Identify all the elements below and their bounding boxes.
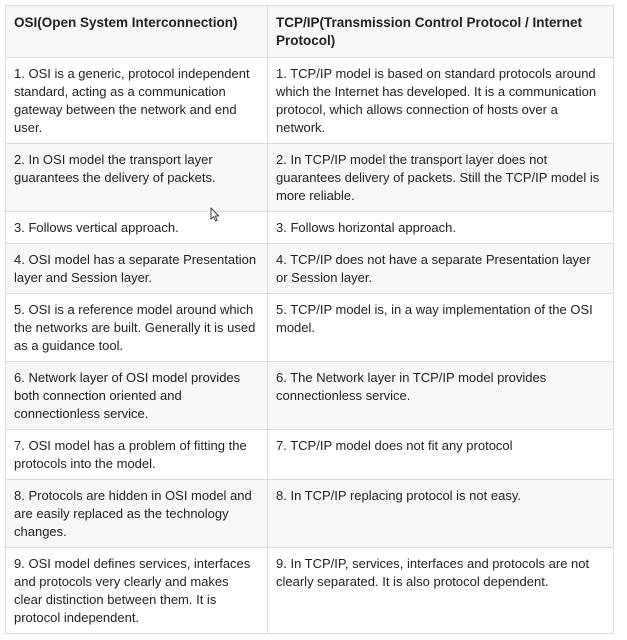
table-row	[6, 362, 614, 430]
cell-osi: 6. Network layer of OSI model provides both connection oriented and connectionless service.	[6, 362, 268, 430]
comparison-table	[5, 5, 614, 634]
cell-osi: 9. OSI model defines services, interfaces and protocols very clearly and makes clear distinction between them. It is protocol independent.	[6, 548, 268, 634]
cell-tcpip: 7. TCP/IP model does not fit any protocol	[268, 430, 614, 480]
page-edge	[622, 0, 627, 640]
cell-osi: 7. OSI model has a problem of fitting the protocols into the model.	[6, 430, 268, 480]
table-row	[6, 58, 614, 144]
table-row	[6, 244, 614, 294]
cell-tcpip: 6. The Network layer in TCP/IP model provides connectionless service.	[268, 362, 614, 430]
table-header-row	[6, 6, 614, 58]
cell-tcpip: 4. TCP/IP does not have a separate Presentation layer or Session layer.	[268, 244, 614, 294]
cell-tcpip: 2. In TCP/IP model the transport layer does not guarantees delivery of packets. Still the TCP/IP model is more reliable.	[268, 144, 614, 212]
cell-osi: 4. OSI model has a separate Presentation layer and Session layer.	[6, 244, 268, 294]
cell-tcpip: 8. In TCP/IP replacing protocol is not easy.	[268, 480, 614, 548]
cell-osi: 3. Follows vertical approach.	[6, 212, 268, 244]
header-tcpip: TCP/IP(Transmission Control Protocol / Internet Protocol)	[268, 6, 614, 58]
table-row	[6, 294, 614, 362]
cell-osi: 1. OSI is a generic, protocol independent standard, acting as a communication gateway between the network and end user.	[6, 58, 268, 144]
table-row	[6, 430, 614, 480]
cell-tcpip: 3. Follows horizontal approach.	[268, 212, 614, 244]
cell-tcpip: 9. In TCP/IP, services, interfaces and protocols are not clearly separated. It is also protocol dependent.	[268, 548, 614, 634]
table-row	[6, 144, 614, 212]
mouse-pointer-icon	[210, 207, 220, 223]
cell-tcpip: 1. TCP/IP model is based on standard protocols around which the Internet has developed. It is a communication protocol, which allows connection of hosts over a network.	[268, 58, 614, 144]
header-osi: OSI(Open System Interconnection)	[6, 6, 268, 58]
table-row	[6, 480, 614, 548]
table-row	[6, 212, 614, 244]
cell-osi: 5. OSI is a reference model around which the networks are built. Generally it is used as a guidance tool.	[6, 294, 268, 362]
cell-osi: 2. In OSI model the transport layer guarantees the delivery of packets.	[6, 144, 268, 212]
table-row	[6, 548, 614, 634]
cell-osi: 8. Protocols are hidden in OSI model and are easily replaced as the technology changes.	[6, 480, 268, 548]
cell-tcpip: 5. TCP/IP model is, in a way implementation of the OSI model.	[268, 294, 614, 362]
